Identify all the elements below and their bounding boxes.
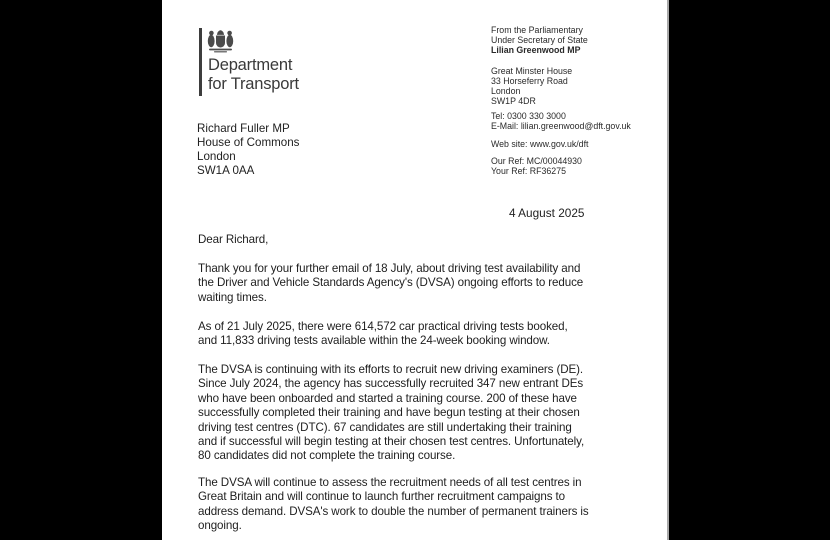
paragraph-3-line: and if successful will begin testing at their chosen test centres. Unfortunately, [198, 435, 585, 449]
email-address: E-Mail: lilian.greenwood@dft.gov.uk [491, 120, 631, 131]
paragraph-3-line: Since July 2024, the agency has successfully recruited 347 new entrant DEs [198, 377, 584, 391]
paragraph-3-line: 80 candidates did not complete the training course. [198, 449, 456, 463]
salutation: Dear Richard, [198, 233, 269, 246]
sender-from-line-1: From the Parliamentary [491, 25, 583, 35]
sender-address-line-2: 33 Horseferry Road [491, 75, 568, 86]
paragraph-3-line: successfully completed their training and have begun testing at their chosen [198, 406, 580, 420]
logo-line-2: for Transport [208, 74, 299, 93]
paragraph-1-line: the Driver and Vehicle Standards Agency's (DVSA) ongoing efforts to reduce [198, 276, 584, 290]
sender-address-block [491, 67, 572, 107]
contact-block [491, 112, 631, 132]
sender-address-line-3: London [491, 85, 521, 96]
paragraph-2-line: and 11,833 driving tests available within the 24-week booking window. [198, 334, 550, 348]
sender-address-line-4: SW1P 4DR [491, 95, 536, 106]
website: Web site: www.gov.uk/dft [491, 139, 589, 149]
paragraph-4 [198, 476, 589, 534]
paragraph-4-line: ongoing. [198, 519, 242, 533]
paragraph-3-line: The DVSA is continuing with its efforts to recruit new driving examiners (DE). [198, 363, 584, 376]
recipient-address-line-4: SW1A 0AA [197, 163, 255, 177]
paragraph-1-line: waiting times. [198, 290, 267, 304]
paragraph-3 [198, 363, 584, 464]
recipient-address [197, 122, 299, 178]
reference-block [491, 157, 582, 177]
telephone: Tel: 0300 330 3000 [491, 111, 566, 121]
sender-address-line-1: Great Minster House [491, 66, 573, 76]
logo-vertical-bar [199, 28, 202, 96]
letter-page [162, 0, 669, 540]
paragraph-4-line: Great Britain and will continue to launch further recruitment campaigns to [198, 490, 566, 504]
royal-coat-of-arms-icon [206, 27, 235, 54]
paragraph-1 [198, 262, 583, 305]
paragraph-4-line: address demand. DVSA's work to double the number of permanent trainers is [198, 504, 589, 518]
our-ref: Our Ref: MC/00044930 [491, 156, 582, 166]
logo-wordmark [208, 56, 299, 93]
paragraph-1-line: Thank you for your further email of 18 July, about driving test availability and [198, 262, 581, 275]
sender-from-line-2: Under Secretary of State [491, 34, 588, 45]
paragraph-2-line: As of 21 July 2025, there were 614,572 car practical driving tests booked, [198, 320, 568, 333]
paragraph-4-line: The DVSA will continue to assess the recruitment needs of all test centres in [198, 476, 582, 489]
website-block [491, 140, 588, 150]
recipient-address-line-2: House of Commons [197, 135, 300, 149]
logo-line-1: Department [208, 56, 293, 74]
recipient-name: Richard Fuller MP [197, 122, 290, 135]
paragraph-2 [198, 320, 568, 349]
sender-name: Lilian Greenwood MP [491, 44, 581, 55]
paragraph-3-line: driving test centres (DTC). 67 candidates are still undertaking their training [198, 420, 572, 434]
letter-date: 4 August 2025 [509, 206, 585, 220]
recipient-address-line-3: London [197, 149, 236, 163]
paragraph-3-line: who have been onboarded and started a training course. 200 of these have [198, 391, 577, 405]
sender-block [491, 26, 588, 56]
your-ref: Your Ref: RF36275 [491, 165, 566, 176]
